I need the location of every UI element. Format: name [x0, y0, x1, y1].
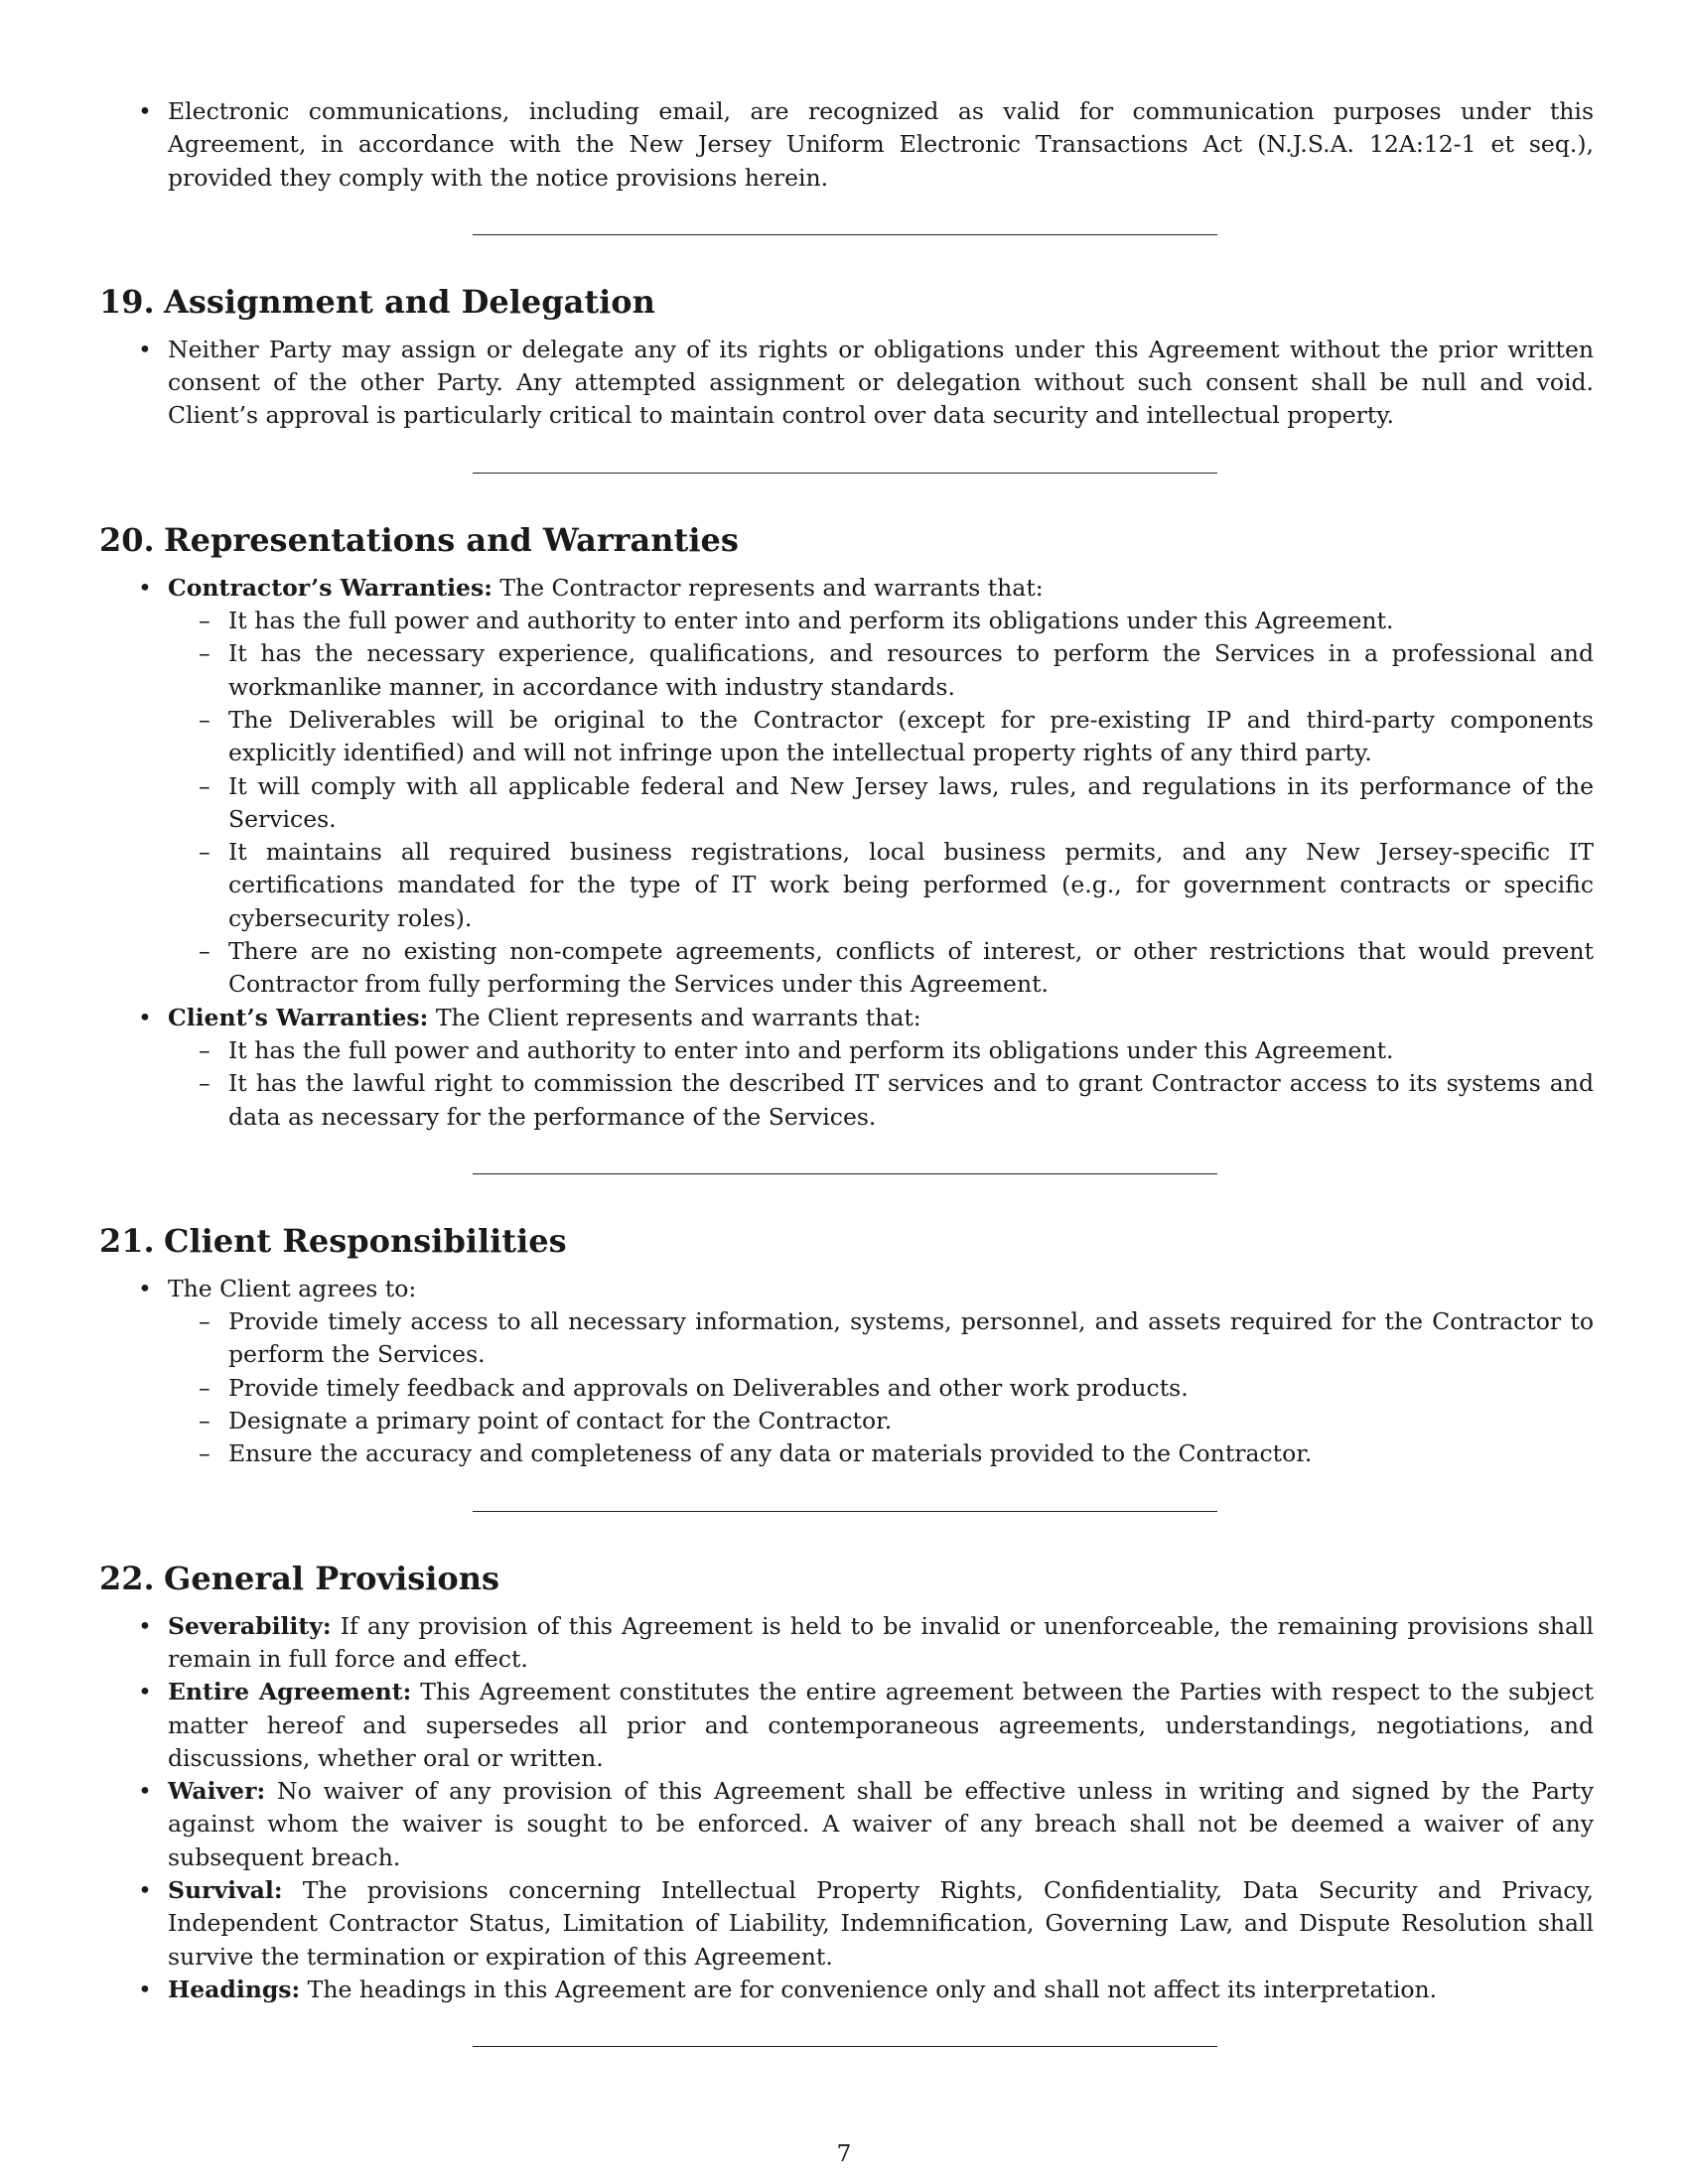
sublist-item: – It has the lawful right to commission the described IT services and to grant Contractor access to its systems and data as necessary for the performance of the Services. — [199, 1069, 1594, 1131]
section-divider — [473, 2046, 1217, 2047]
intro-list — [99, 95, 1594, 195]
list-item-contractor-warranties: • Contractor’s Warranties: The Contractor represents and warrants that: – It has the full power and authority to enter into and perform its obligations under this Agreement. – It has the necessary experience, qualifications, and resources to perform the Services in a professional and workmanlike manner, in accordance with industry standards. – The Deliverables will be original to the Contractor (except for pre-existing IP and third-party components explicitly identified) and will not infringe upon the intellectual property rights of any third party. – It will comply with all applicable federal and New Jersey laws, rules, and regulations in its performance of the Services. – It maintains all required business registrations, local business permits, and any New Jersey-specific IT certifications mandated for the type of IT work being performed (e.g., for government contracts or specific cybersecurity roles). – There are no existing non-compete agreements, conflicts of interest, or other restrictions that would prevent Contractor from fully performing the Services under this Agreement. — [168, 572, 1594, 1002]
list-item: • Electronic communications, including email, are recognized as valid for communication purposes under this Agreement, in accordance with the New Jersey Uniform Electronic Transactions Act (N.J.S.A. 12A:12-1 et seq.), provided they comply with the notice provisions herein. — [138, 97, 1594, 192]
list-item-survival: • Survival: The provisions concerning Intellectual Property Rights, Confidentiality, Data Security and Privacy, Independent Contractor Status, Limitation of Liability, Indemnification, Governing Law, and Dispute Resolution shall survive the termination or expiration of this Agreement. — [138, 1875, 1594, 1971]
section-19-list — [99, 334, 1594, 433]
sublist-item: – Ensure the accuracy and completeness of any data or materials provided to the Contractor. — [199, 1439, 1313, 1468]
section-20-list — [99, 572, 1594, 1134]
list-item-client-warranties: • Client’s Warranties: The Client represents and warrants that: – It has the full power and authority to enter into and perform its obligations under this Agreement. – It has the lawful right to commission the described IT services and to grant Contractor access to its systems and data as necessary for the performance of the Services. — [168, 1002, 1594, 1134]
client-warranties-sublist — [168, 1034, 1594, 1134]
list-item-entire-agreement: • Entire Agreement: This Agreement constitutes the entire agreement between the Parties with respect to the subject matter hereof and supersedes all prior and contemporaneous agreements, understandings, negotiations, and discussions, whether oral or written. — [138, 1678, 1594, 1772]
section-heading-21: 21. Client Responsibilities — [99, 1221, 567, 1260]
sublist-item: – Designate a primary point of contact for the Contractor. — [199, 1407, 893, 1435]
document-page — [99, 95, 1594, 2047]
list-item-waiver: • Waiver: No waiver of any provision of this Agreement shall be effective unless in writing and signed by the Party against whom the waiver is sought to be enforced. A waiver of any breach shall not be deemed a waiver of any subsequent breach. — [138, 1777, 1594, 1871]
list-item: • Neither Party may assign or delegate any of its rights or obligations under this Agreement without the prior written consent of the other Party. Any attempted assignment or delegation without such consent shall be null and void. Client’s approval is particularly critical to maintain control over data security and intellectual property. — [138, 335, 1594, 430]
sublist-item: – It maintains all required business registrations, local business permits, and any New Jersey-specific IT certifications mandated for the type of IT work being performed (e.g., for government contracts or specific cybersecurity roles). — [199, 838, 1594, 932]
sublist-item: – It has the full power and authority to enter into and perform its obligations under this Agreement. — [199, 1035, 1394, 1064]
section-21-list — [99, 1273, 1594, 1471]
section-22-list — [99, 1610, 1594, 2007]
sublist-item: – It will comply with all applicable federal and New Jersey laws, rules, and regulations in its performance of the Services. — [199, 771, 1594, 833]
list-item: • The Client agrees to: – Provide timely access to all necessary information, systems, personnel, and assets required for the Contractor to perform the Services. – Provide timely feedback and approvals on Deliverables and other work products. – Designate a primary point of contact for the Contractor. – Ensure the accuracy and completeness of any data or materials provided to the Contractor. — [168, 1273, 1594, 1471]
sublist-item: – There are no existing non-compete agreements, conflicts of interest, or other restrictions that would prevent Contractor from fully performing the Services under this Agreement. — [199, 937, 1594, 999]
section-heading-19: 19. Assignment and Delegation — [99, 282, 655, 321]
sublist-item: – The Deliverables will be original to the Contractor (except for pre-existing IP and third-party components explicitly identified) and will not infringe upon the intellectual property rights of any third party. — [199, 705, 1594, 767]
sublist-item: – Provide timely feedback and approvals on Deliverables and other work products. — [199, 1373, 1189, 1402]
page-number: 7 — [836, 2139, 852, 2167]
contractor-warranties-sublist — [168, 605, 1594, 1002]
section-heading-20: 20. Representations and Warranties — [99, 520, 739, 559]
client-responsibilities-sublist — [168, 1305, 1594, 1470]
list-item-headings: • Headings: The headings in this Agreement are for convenience only and shall not affect its interpretation. — [138, 1975, 1438, 2003]
section-divider — [473, 1511, 1217, 1512]
section-divider — [473, 473, 1217, 474]
sublist-item: – It has the necessary experience, qualifications, and resources to perform the Services in a professional and workmanlike manner, in accordance with industry standards. — [199, 639, 1594, 701]
list-item-severability: • Severability: If any provision of this Agreement is held to be invalid or unenforceable, the remaining provisions shall remain in full force and effect. — [138, 1611, 1594, 1673]
section-divider — [473, 1173, 1217, 1174]
sublist-item: – It has the full power and authority to enter into and perform its obligations under this Agreement. — [199, 607, 1394, 635]
section-divider — [473, 234, 1217, 235]
sublist-item: – Provide timely access to all necessary information, systems, personnel, and assets required for the Contractor to perform the Services. — [199, 1307, 1594, 1369]
section-heading-22: 22. General Provisions — [99, 1559, 500, 1597]
